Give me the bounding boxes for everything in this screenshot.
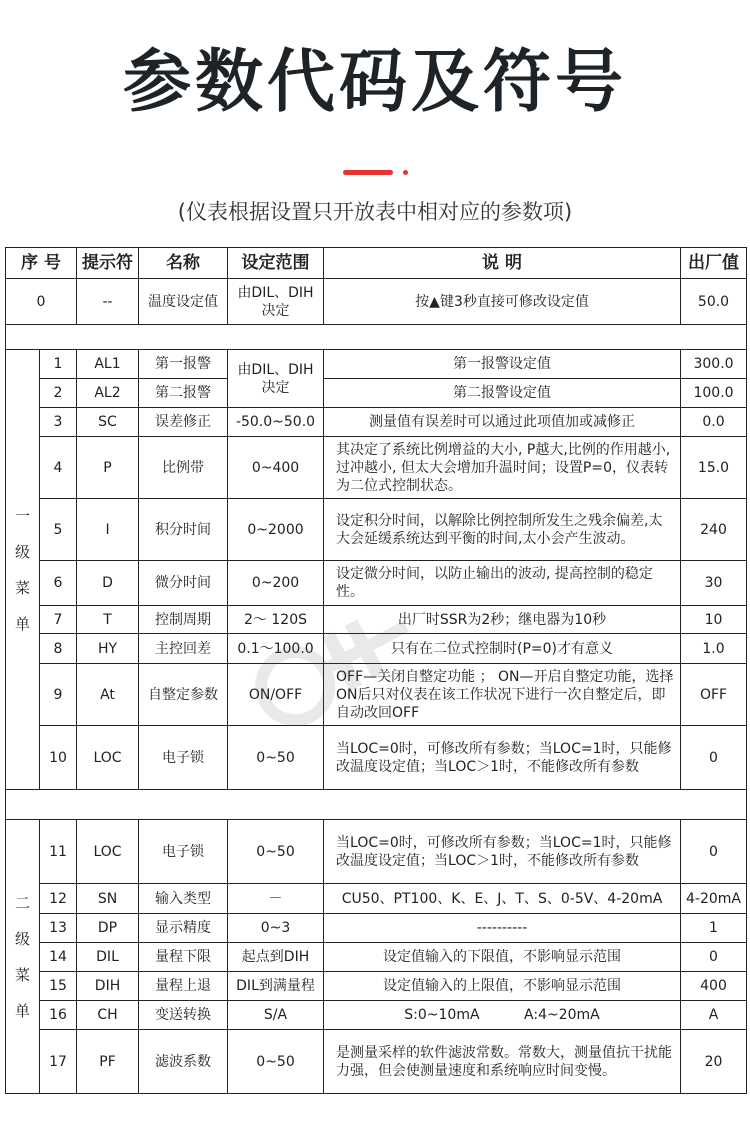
cell-default: 100.0	[681, 379, 747, 408]
header-name: 名称	[139, 248, 228, 279]
cell-seq: 0	[6, 279, 77, 325]
cell-code: HY	[77, 634, 139, 664]
cell-desc: 按▲键3秒直接可修改设定值	[324, 279, 681, 325]
cell-desc: 是测量采样的软件滤波常数。常数大，测量值抗干扰能力强，但会使测量速度和系统响应时间变慢。	[324, 1030, 681, 1094]
table-row	[6, 664, 747, 726]
cell-default: 15.0	[681, 437, 747, 499]
header-code: 提示符	[77, 248, 139, 279]
cell-name: 变送转换	[139, 1001, 228, 1030]
page-title: 参数代码及符号	[122, 43, 627, 122]
header-default: 出厂值	[681, 248, 747, 279]
spacer-row	[6, 790, 747, 820]
cell-name: 量程上退	[139, 972, 228, 1001]
cell-desc: 测量值有误差时可以通过此项值加或减修正	[324, 408, 681, 437]
cell-no: 7	[40, 606, 77, 634]
cell-name: 比例带	[139, 437, 228, 499]
cell-desc: 设定微分时间，以防止输出的波动, 提高控制的稳定性。	[324, 561, 681, 606]
cell-name: 误差修正	[139, 408, 228, 437]
cell-code: DP	[77, 914, 139, 943]
cell-name: 积分时间	[139, 499, 228, 561]
decorative-red-line	[343, 170, 393, 175]
parameter-table	[5, 247, 747, 1094]
cell-desc: 当LOC=0时，可修改所有参数；当LOC=1时，只能修改温度设定值；当LOC＞1时，不能修改所有参数	[324, 726, 681, 790]
cell-desc: 其决定了系统比例增益的大小, P越大,比例的作用越小,过冲越小, 但太大会增加升温时间；设置P=0，仪表转为二位式控制状态。	[324, 437, 681, 499]
cell-range: 0~50	[228, 726, 324, 790]
cell-desc: 设定积分时间，以解除比例控制所发生之残余偏差,太大会延缓系统达到平衡的时间,太小会产生波动。	[324, 499, 681, 561]
cell-code: DIH	[77, 972, 139, 1001]
cell-no: 6	[40, 561, 77, 606]
cell-name: 控制周期	[139, 606, 228, 634]
cell-desc: 设定值输入的上限值，不影响显示范围	[324, 972, 681, 1001]
cell-code: I	[77, 499, 139, 561]
cell-code: SN	[77, 884, 139, 914]
cell-code: SC	[77, 408, 139, 437]
cell-range: －	[228, 884, 324, 914]
cell-desc: 第二报警设定值	[324, 379, 681, 408]
cell-no: 1	[40, 350, 77, 379]
cell-no: 11	[40, 820, 77, 884]
table-row	[6, 914, 747, 943]
table-row	[6, 820, 747, 884]
spacer-row	[6, 325, 747, 350]
cell-default: A	[681, 1001, 747, 1030]
cell-code: AL2	[77, 379, 139, 408]
cell-no: 9	[40, 664, 77, 726]
cell-default: 20	[681, 1030, 747, 1094]
cell-no: 12	[40, 884, 77, 914]
cell-name: 第一报警	[139, 350, 228, 379]
cell-default: 1	[681, 914, 747, 943]
cell-desc: 设定值输入的下限值，不影响显示范围	[324, 943, 681, 972]
table-header-row	[6, 248, 747, 279]
cell-range: 0~2000	[228, 499, 324, 561]
cell-name: 电子锁	[139, 726, 228, 790]
table-row	[6, 884, 747, 914]
cell-default: OFF	[681, 664, 747, 726]
cell-code: --	[77, 279, 139, 325]
cell-desc: 出厂时SSR为2秒；继电器为10秒	[324, 606, 681, 634]
cell-range: 0~3	[228, 914, 324, 943]
header-seq: 序 号	[6, 248, 77, 279]
cell-desc: OFF—关闭自整定功能 ； ON—开启自整定功能，选择ON后只对仪表在该工作状况下进行一次自整定后，即自动改回OFF	[324, 664, 681, 726]
cell-range: 0~200	[228, 561, 324, 606]
cell-range: 0~50	[228, 820, 324, 884]
cell-desc: ----------	[324, 914, 681, 943]
cell-code: PF	[77, 1030, 139, 1094]
cell-default: 4-20mA	[681, 884, 747, 914]
cell-range: -50.0~50.0	[228, 408, 324, 437]
cell-no: 3	[40, 408, 77, 437]
cell-default: 0	[681, 820, 747, 884]
cell-no: 2	[40, 379, 77, 408]
cell-desc: CU50、PT100、K、E、J、T、S、0-5V、4-20mA	[324, 884, 681, 914]
cell-default: 0	[681, 726, 747, 790]
cell-default: 30	[681, 561, 747, 606]
table-row	[6, 1001, 747, 1030]
cell-code: T	[77, 606, 139, 634]
table-row	[6, 437, 747, 499]
cell-code: LOC	[77, 820, 139, 884]
table-row	[6, 943, 747, 972]
cell-code: D	[77, 561, 139, 606]
cell-no: 10	[40, 726, 77, 790]
cell-range: 0~50	[228, 1030, 324, 1094]
menu2-group-label: 二 级 菜 单	[6, 820, 40, 1094]
page-subtitle: (仪表根据设置只开放表中相对应的参数项)	[177, 200, 573, 224]
menu1-group-label: 一 级 菜 单	[6, 350, 40, 790]
cell-no: 15	[40, 972, 77, 1001]
cell-name: 滤波系数	[139, 1030, 228, 1094]
cell-name: 自整定参数	[139, 664, 228, 726]
cell-range: 0~400	[228, 437, 324, 499]
cell-default: 50.0	[681, 279, 747, 325]
cell-default: 300.0	[681, 350, 747, 379]
table-row	[6, 606, 747, 634]
table-row	[6, 350, 747, 379]
cell-name: 输入类型	[139, 884, 228, 914]
cell-range: 起点到DIH	[228, 943, 324, 972]
table-row	[6, 1030, 747, 1094]
table-row	[6, 561, 747, 606]
header-range: 设定范围	[228, 248, 324, 279]
cell-default: 400	[681, 972, 747, 1001]
table-row	[6, 279, 747, 325]
decorative-red-dot	[403, 170, 408, 175]
cell-code: CH	[77, 1001, 139, 1030]
header-desc: 说 明	[324, 248, 681, 279]
cell-name: 温度设定值	[139, 279, 228, 325]
cell-range: S/A	[228, 1001, 324, 1030]
cell-default: 240	[681, 499, 747, 561]
cell-no: 4	[40, 437, 77, 499]
cell-no: 5	[40, 499, 77, 561]
cell-code: At	[77, 664, 139, 726]
cell-code: DIL	[77, 943, 139, 972]
cell-range: 0.1～100.0	[228, 634, 324, 664]
cell-no: 14	[40, 943, 77, 972]
cell-range: DIL到满量程	[228, 972, 324, 1001]
cell-desc: 只有在二位式控制时(P=0)才有意义	[324, 634, 681, 664]
cell-desc: 当LOC=0时，可修改所有参数；当LOC=1时，只能修改温度设定值；当LOC＞1时，不能修改所有参数	[324, 820, 681, 884]
cell-default: 0.0	[681, 408, 747, 437]
cell-name: 显示精度	[139, 914, 228, 943]
cell-code: AL1	[77, 350, 139, 379]
cell-desc: S:0~10mA A:4~20mA	[324, 1001, 681, 1030]
cell-name: 第二报警	[139, 379, 228, 408]
cell-name: 微分时间	[139, 561, 228, 606]
cell-name: 量程下限	[139, 943, 228, 972]
cell-name: 电子锁	[139, 820, 228, 884]
cell-desc: 第一报警设定值	[324, 350, 681, 379]
cell-no: 13	[40, 914, 77, 943]
cell-default: 10	[681, 606, 747, 634]
cell-name: 主控回差	[139, 634, 228, 664]
cell-range: 由DIL、DIH决定	[228, 279, 324, 325]
cell-no: 8	[40, 634, 77, 664]
cell-range: ON/OFF	[228, 664, 324, 726]
table-row	[6, 972, 747, 1001]
table-row	[6, 408, 747, 437]
table-row	[6, 726, 747, 790]
cell-range: 2～ 120S	[228, 606, 324, 634]
cell-no: 17	[40, 1030, 77, 1094]
cell-code: P	[77, 437, 139, 499]
cell-range: 由DIL、DIH决定	[228, 350, 324, 408]
cell-default: 0	[681, 943, 747, 972]
table-row	[6, 499, 747, 561]
table-row	[6, 379, 747, 408]
cell-code: LOC	[77, 726, 139, 790]
cell-default: 1.0	[681, 634, 747, 664]
cell-no: 16	[40, 1001, 77, 1030]
table-row	[6, 634, 747, 664]
